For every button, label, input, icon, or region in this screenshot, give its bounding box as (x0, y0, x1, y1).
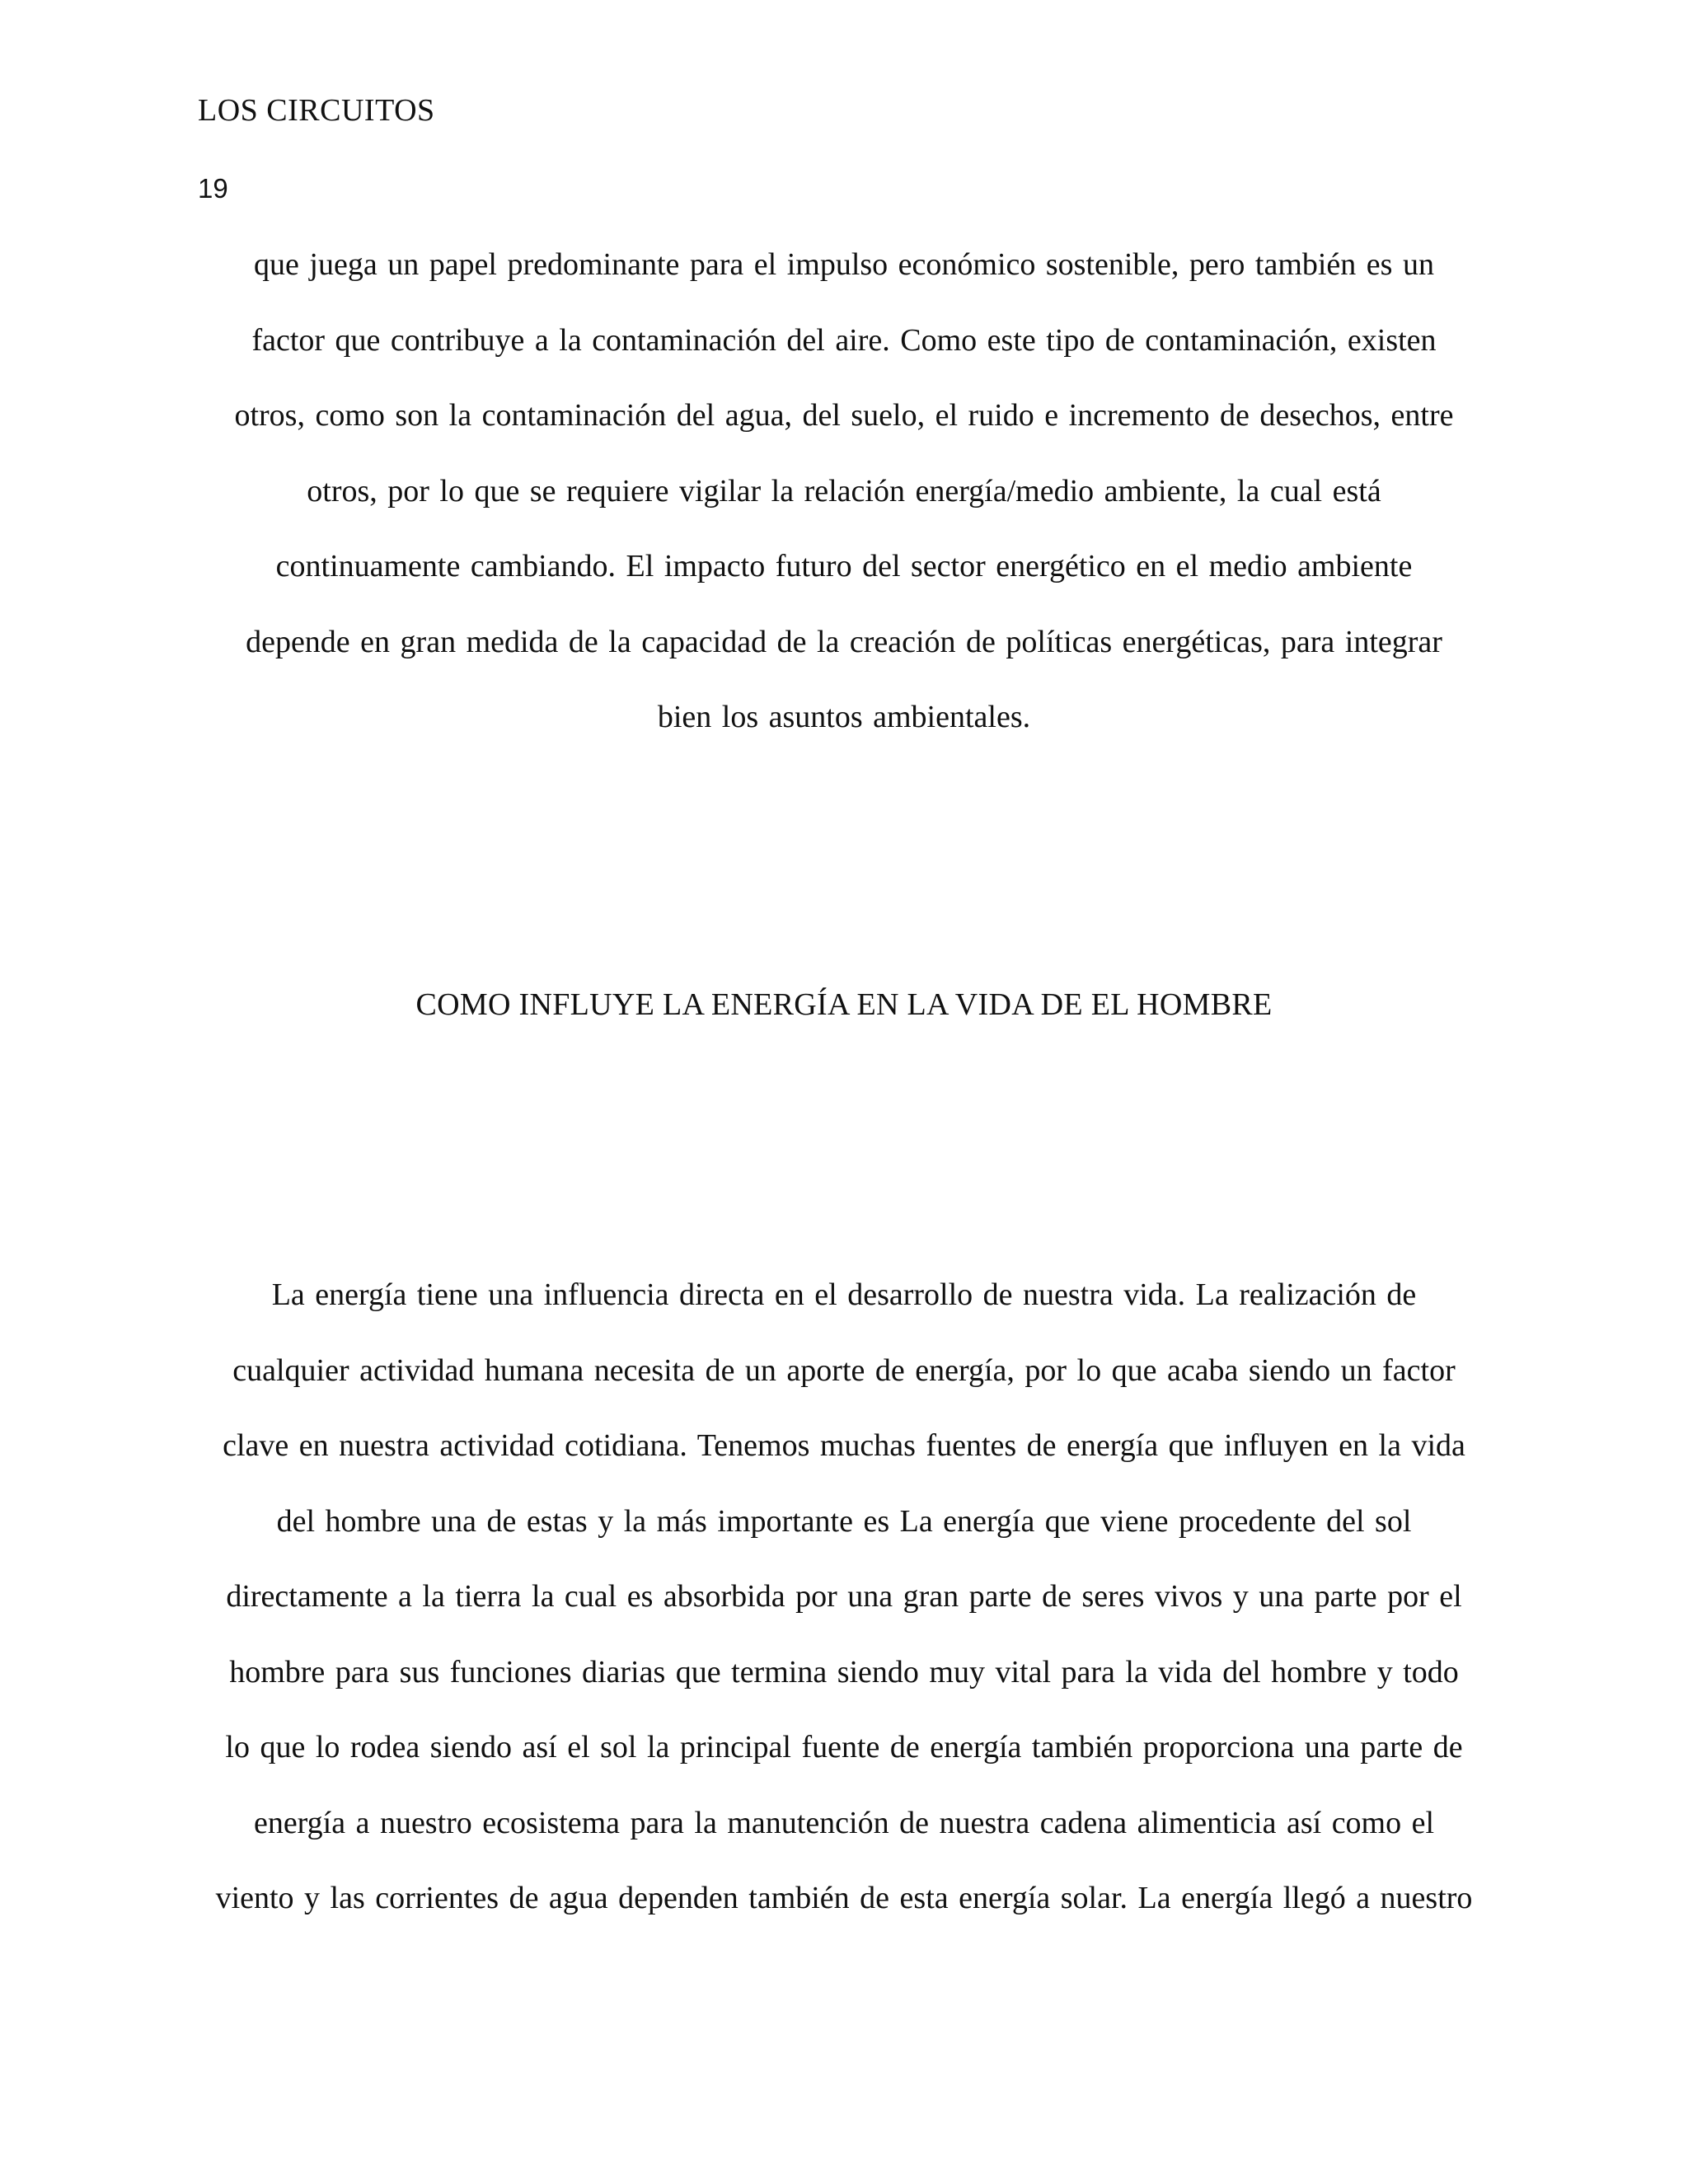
paragraph-1-line: otros, como son la contaminación del agua, del suelo, el ruido e incremento de desechos, entre (234, 398, 1454, 433)
page-number: 19 (198, 173, 228, 204)
paragraph-1-line: que juega un papel predominante para el impulso económico sostenible, pero también es un (254, 247, 1434, 282)
paragraph-1-line: bien los asuntos ambientales. (657, 700, 1031, 734)
paragraph-2-line: directamente a la tierra la cual es absorbida por una gran parte de seres vivos y una parte por el (226, 1579, 1462, 1614)
paragraph-2-line: viento y las corrientes de agua dependen también de esta energía solar. La energía llegó a nuestro (215, 1881, 1473, 1915)
paragraph-2-line: cualquier actividad humana necesita de un aporte de energía, por lo que acaba siendo un factor (232, 1353, 1456, 1388)
paragraph-1-line: factor que contribuye a la contaminación del aire. Como este tipo de contaminación, existen (251, 323, 1437, 358)
running-head: LOS CIRCUITOS (198, 93, 435, 128)
paragraph-2-line: del hombre una de estas y la más importante es La energía que viene procedente del sol (276, 1504, 1412, 1539)
paragraph-2-line: La energía tiene una influencia directa en el desarrollo de nuestra vida. La realización de (271, 1277, 1417, 1312)
paragraph-1-line: otros, por lo que se requiere vigilar la relación energía/medio ambiente, la cual está (307, 474, 1381, 509)
paragraph-1-line: continuamente cambiando. El impacto futuro del sector energético en el medio ambiente (275, 549, 1413, 583)
paragraph-2-line: hombre para sus funciones diarias que termina siendo muy vital para la vida del hombre y todo (229, 1655, 1459, 1690)
paragraph-1-line: depende en gran medida de la capacidad de la creación de políticas energéticas, para integrar (246, 625, 1442, 659)
paragraph-2-line: clave en nuestra actividad cotidiana. Tenemos muchas fuentes de energía que influyen en la vida (223, 1428, 1465, 1463)
section-heading: COMO INFLUYE LA ENERGÍA EN LA VIDA DE EL HOMBRE (415, 987, 1273, 1022)
paragraph-2-line: energía a nuestro ecosistema para la manutención de nuestra cadena alimenticia así como el (253, 1806, 1435, 1840)
paragraph-2-line: lo que lo rodea siendo así el sol la principal fuente de energía también proporciona una parte de (225, 1730, 1463, 1765)
